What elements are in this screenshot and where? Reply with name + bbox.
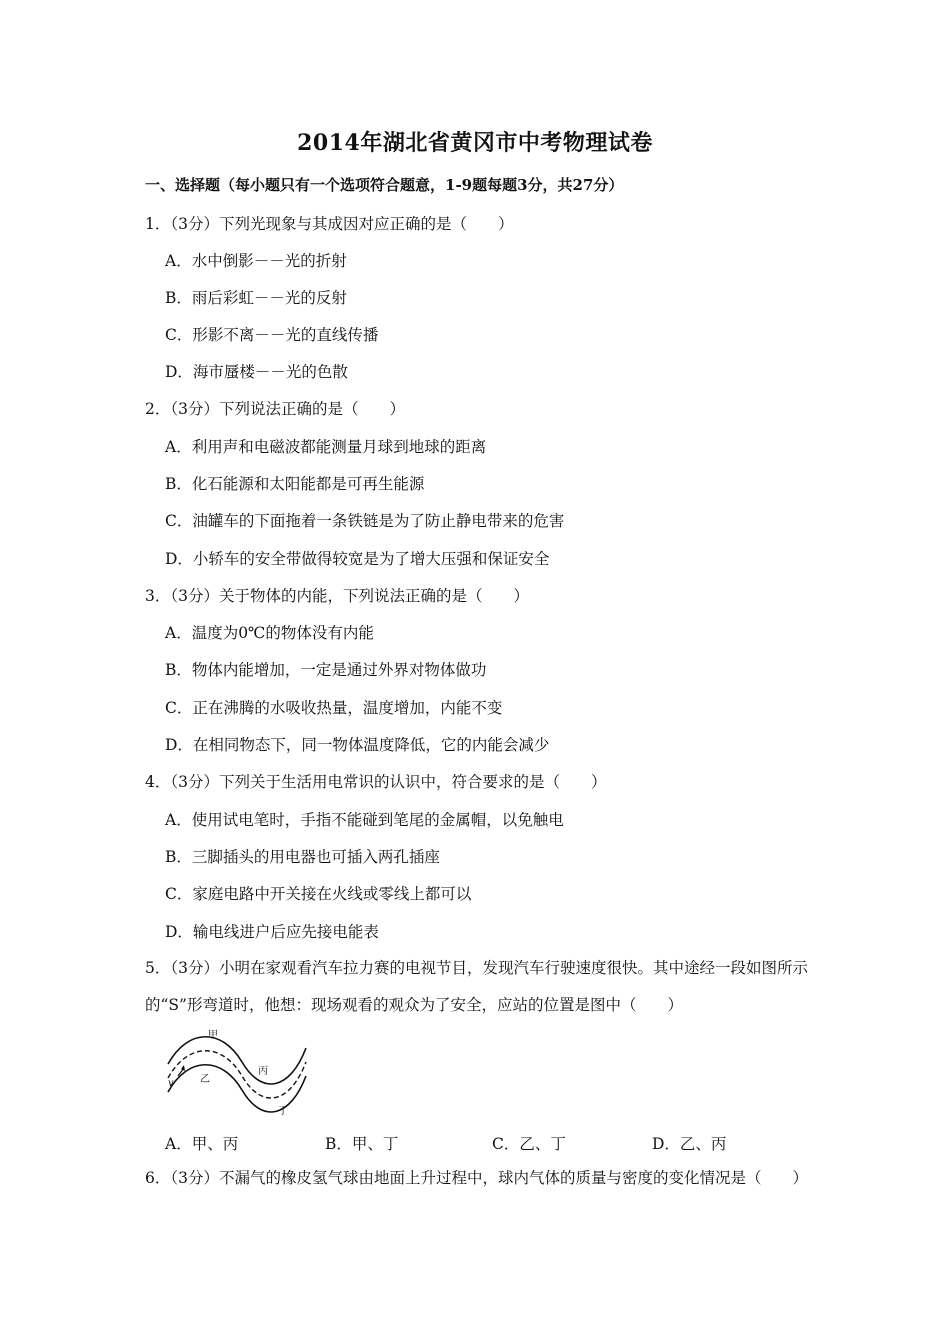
label-bing: 丙 <box>258 1066 268 1077</box>
question-2-option-c: C．油罐车的下面拖着一条铁链是为了防止静电带来的危害 <box>165 512 565 530</box>
question-4-option-c: C．家庭电路中开关接在火线或零线上都可以 <box>165 885 472 903</box>
question-3-option-d: D．在相同物态下，同一物体温度降低，它的内能会减少 <box>165 736 550 754</box>
label-velocity: v <box>168 1078 174 1089</box>
question-3-option-c: C．正在沸腾的水吸收热量，温度增加，内能不变 <box>165 699 503 717</box>
question-2-stem: 2．（3分）下列说法正确的是（ ） <box>145 400 405 418</box>
question-1-option-d: D．海市蜃楼－－光的色散 <box>165 363 348 381</box>
label-yi: 乙 <box>200 1074 210 1085</box>
question-2-option-a: A．利用声和电磁波都能测量月球到地球的距离 <box>165 438 487 456</box>
question-5-option-b: B．甲、丁 <box>325 1135 399 1153</box>
question-1-option-b: B．雨后彩虹－－光的反射 <box>165 289 347 307</box>
question-5-option-c: C．乙、丁 <box>492 1135 566 1153</box>
question-4-option-b: B．三脚插头的用电器也可插入两孔插座 <box>165 848 440 866</box>
section-heading: 一、选择题（每小题只有一个选项符合题意，1-9题每题3分，共27分） <box>145 176 624 194</box>
question-1-stem: 1．（3分）下列光现象与其成因对应正确的是（ ） <box>145 215 514 233</box>
label-ding: 丁 <box>278 1106 288 1117</box>
s-curve-road-figure <box>160 1028 310 1118</box>
question-3-option-a: A．温度为0℃的物体没有内能 <box>165 624 374 642</box>
question-1-option-a: A．水中倒影－－光的折射 <box>165 252 347 270</box>
question-2-option-b: B．化石能源和太阳能都是可再生能源 <box>165 475 425 493</box>
question-5-option-a: A．甲、丙 <box>165 1135 239 1153</box>
page-title: 2014年湖北省黄冈市中考物理试卷 <box>297 130 653 156</box>
question-3-stem: 3．（3分）关于物体的内能，下列说法正确的是（ ） <box>145 587 529 605</box>
question-5-option-d: D．乙、丙 <box>652 1135 727 1153</box>
question-4-stem: 4．（3分）下列关于生活用电常识的认识中，符合要求的是（ ） <box>145 773 607 791</box>
question-2-option-d: D．小轿车的安全带做得较宽是为了增大压强和保证安全 <box>165 550 550 568</box>
question-6-stem: 6．（3分）不漏气的橡皮氢气球由地面上升过程中，球内气体的质量与密度的变化情况是（ ） <box>145 1169 808 1187</box>
label-jia: 甲 <box>208 1030 218 1041</box>
question-3-option-b: B．物体内能增加，一定是通过外界对物体做功 <box>165 661 487 679</box>
question-4-option-a: A．使用试电笔时，手指不能碰到笔尾的金属帽，以免触电 <box>165 811 564 829</box>
question-4-option-d: D．输电线进户后应先接电能表 <box>165 923 379 941</box>
question-1-option-c: C．形影不离－－光的直线传播 <box>165 326 379 344</box>
question-5-stem: 5．（3分）小明在家观看汽车拉力赛的电视节目，发现汽车行驶速度很快。其中途经一段如图所示的“S”形弯道时，他想：现场观看的观众为了安全，应站的位置是图中（ ） <box>145 959 808 1014</box>
question-5-options <box>165 1132 815 1154</box>
